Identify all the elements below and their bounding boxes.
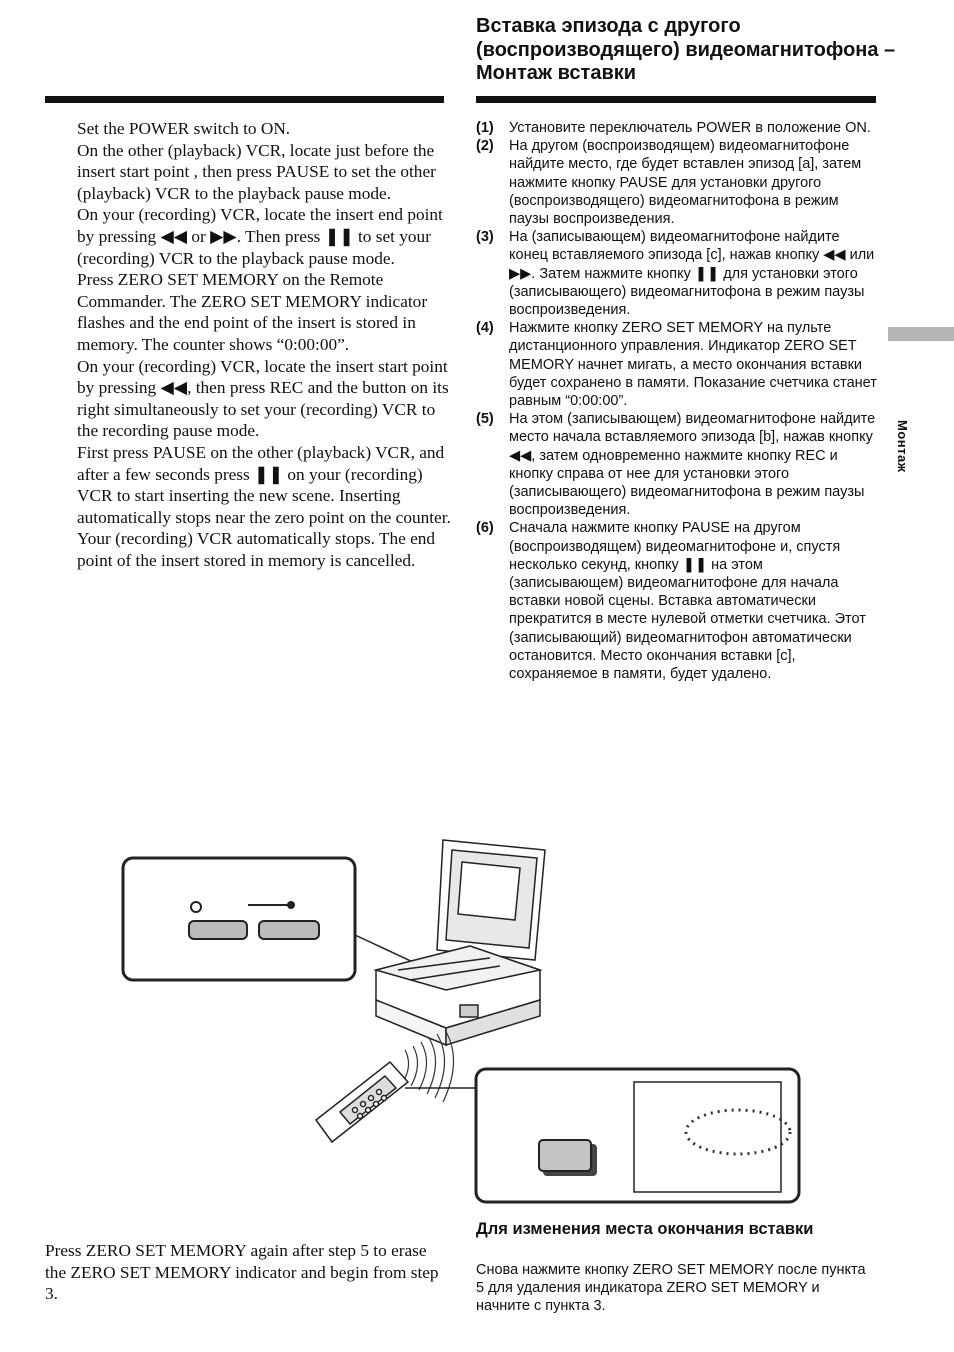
step-text: Сначала нажмите кнопку PAUSE на другом (воспроизводящем) видеомагнитофоне и, спустя несколько секунд, кнопку ❚❚ на этом (записывающем) видеомагнитофоне для начала вставки новой сцены. Вставка автоматически прекратится в месте нулевой отметки счетчика. Этот (записывающий) видеомагнитофон автоматически остановится. Место окончания вставки [c], сохраняемое в памяти, будет удалено. — [509, 520, 866, 683]
step-text: На другом (воспроизводящем) видеомагнитофоне найдите место, где будет вставлен эпизод [a], затем нажмите кнопку PAUSE для установки другого (воспроизводящего) видеомагнитофона в режим паузы воспроизведения. — [509, 138, 862, 228]
end-point-dot-icon — [287, 901, 295, 909]
zero-set-memory-callout — [476, 1069, 799, 1202]
section-side-label: Монтаж — [895, 420, 910, 473]
ru-step-5 — [476, 410, 881, 519]
section-rule-left — [45, 96, 444, 103]
step-number: (2) — [476, 138, 494, 155]
step-text: На (записывающем) видеомагнитофоне найдите конец вставляемого эпизода [c], нажав кнопку ◀◀ или ▶▶. Затем нажмите кнопку ❚❚ для установки этого (записывающего) видеомагнитофона в режим паузы воспроизведения. — [509, 229, 875, 319]
ru-step-4 — [476, 319, 881, 410]
video-walkman-icon — [376, 840, 545, 1045]
step-number: (1) — [476, 120, 494, 136]
step-text: Установите переключатель POWER в положение ON. — [509, 120, 871, 136]
callout-button-right — [259, 921, 319, 939]
ru-step-2 — [476, 137, 881, 228]
remote-buttons-callout — [123, 858, 355, 980]
ru-step-1 — [476, 119, 881, 137]
russian-steps — [476, 119, 881, 683]
en-step-2: On the other (playback) VCR, locate just before the insert start point , then press PAUSE to set the other (playback) VCR to the playback pause mode. — [77, 140, 436, 203]
ru-step-3 — [476, 228, 881, 319]
step-number: (4) — [476, 320, 494, 337]
en-step-4: Press ZERO SET MEMORY on the Remote Commander. The ZERO SET MEMORY indicator flashes and the end point of the insert is stored in memory. The counter shows “0:00:00”. — [77, 270, 428, 354]
en-step-3: On your (recording) VCR, locate the insert end point by pressing ◀◀ or ▶▶. Then press ❚❚ to set your (recording) VCR to the playback pause mode. — [77, 205, 443, 268]
display-screen — [634, 1082, 781, 1192]
ru-step-6 — [476, 519, 881, 683]
page-title: Вставка эпизода с другого (воспроизводящего) видеомагнитофона – Монтаж вставки — [476, 15, 896, 84]
section-tab-marker — [888, 327, 954, 341]
english-note: Press ZERO SET MEMORY again after step 5 to erase the ZERO SET MEMORY indicator and begin from step 3. — [45, 1241, 439, 1304]
en-step-5: On your (recording) VCR, locate the insert start point by pressing ◀◀, then press REC and the button on its right simultaneously to set your (recording) VCR to the recording pause mode. — [77, 356, 449, 441]
step-text: Нажмите кнопку ZERO SET MEMORY на пульте дистанционного управления. Индикатор ZERO SET MEMORY начнет мигать, а место окончания вставки будет сохранено в памяти. Показание счетчика станет равным “0:00:00”. — [509, 320, 877, 410]
en-step-6: First press PAUSE on the other (playback) VCR, and after a few seconds press ❚❚ on your (recording) VCR to start inserting the new scene. Inserting automatically stops near the zero point on the counter. Your (recording) VCR automatically stops. The end point of the insert stored in memory is cancelled. — [77, 442, 451, 570]
step-number: (5) — [476, 411, 494, 428]
callout-button-left — [189, 921, 247, 939]
zero-mark-icon — [191, 902, 201, 912]
zero-set-memory-button — [539, 1140, 591, 1171]
step-number: (3) — [476, 229, 494, 246]
step-text: На этом (записывающем) видеомагнитофоне найдите место начала вставляемого эпизода [b], нажав кнопку ◀◀, затем одновременно нажмите кнопку REC и кнопку справа от нее для установки этого (записывающего) видеомагнитофона в режим паузы воспроизведения. — [509, 411, 876, 519]
russian-note: Снова нажмите кнопку ZERO SET MEMORY после пункта 5 для удаления индикатора ZERO SET MEMORY и начните с пункта 3. — [476, 1262, 866, 1315]
section-rule-right — [476, 96, 876, 103]
remote-commander-icon — [316, 1062, 408, 1142]
en-step-1: Set the POWER switch to ON. — [77, 119, 291, 138]
english-steps — [77, 118, 452, 571]
russian-note-title: Для изменения места окончания вставки — [476, 1220, 814, 1238]
step-number: (6) — [476, 520, 494, 537]
illustration — [0, 820, 954, 1220]
